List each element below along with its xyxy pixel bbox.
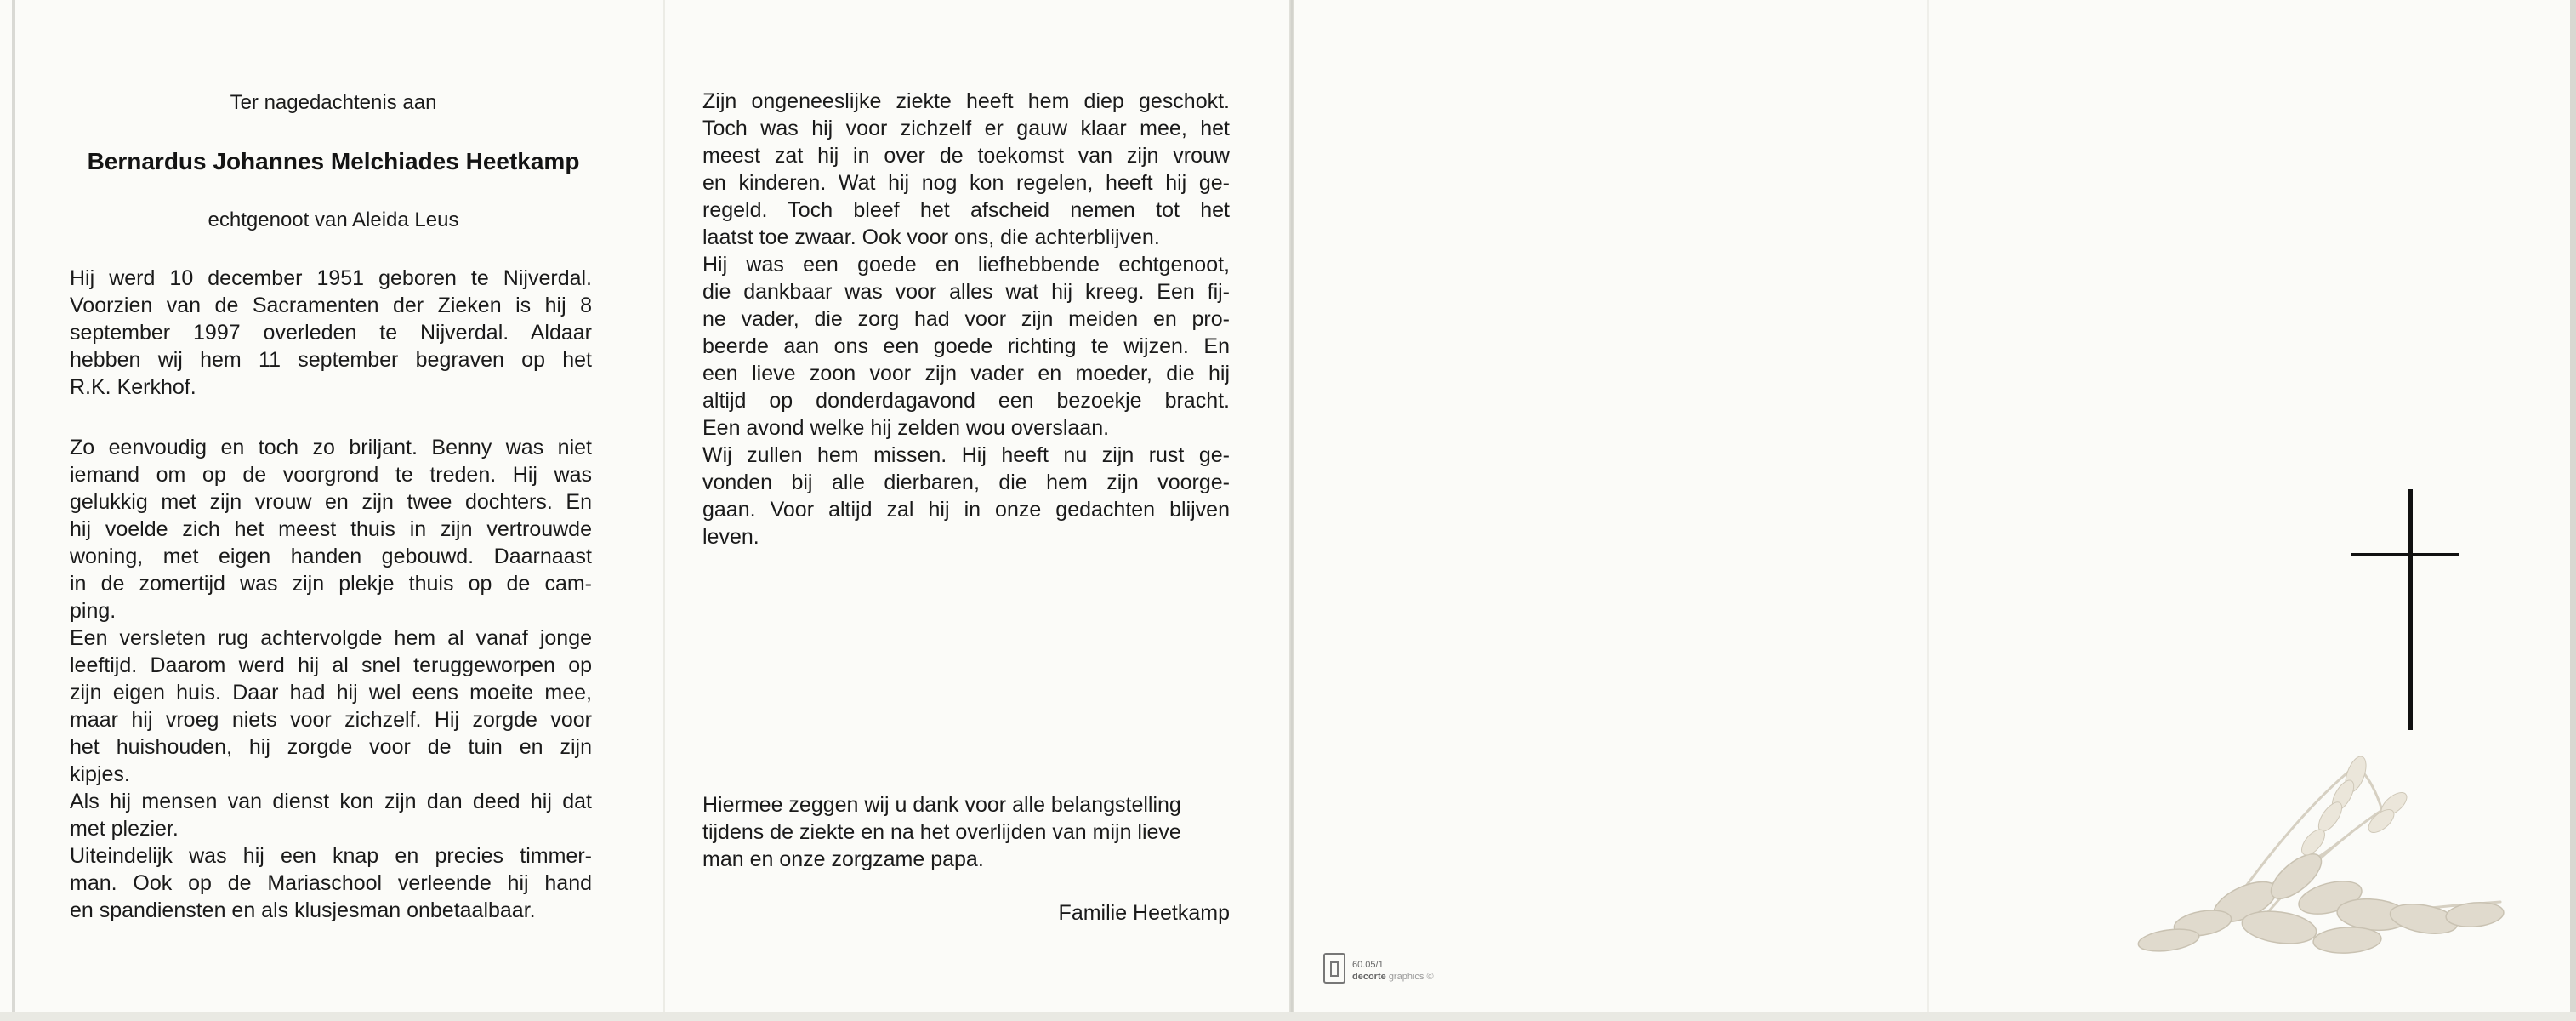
text-line: in de zomertijd was zijn plekje thuis op de cam- xyxy=(70,572,592,596)
text-line: beerde aan ons een goede richting te wijzen. En xyxy=(702,334,1230,358)
text-line: Toch was hij voor zichzelf er gauw klaar mee, het xyxy=(702,117,1230,140)
floral-wheat-icon xyxy=(2101,749,2543,970)
text-line: met plezier. xyxy=(70,817,179,841)
text-line: altijd op donderdagavond een bezoekje bracht. xyxy=(702,389,1230,413)
text-line: hebben wij hem 11 september begraven op het xyxy=(70,348,592,372)
text-line: iemand om op de voorgrond te treden. Hij was xyxy=(70,463,592,487)
right-edge xyxy=(2570,0,2576,1021)
family-signature: Familie Heetkamp xyxy=(1058,901,1230,925)
publisher-code: 60.05/1 xyxy=(1352,960,1384,970)
text-line: en spandiensten en als klusjesman onbetaalbaar. xyxy=(70,898,536,922)
text-line: Zijn ongeneeslijke ziekte heeft hem diep geschokt. xyxy=(702,89,1230,113)
text-line: meest zat hij in over de toekomst van zijn vrouw xyxy=(702,144,1230,168)
cross-icon xyxy=(2408,489,2413,730)
paragraph-life xyxy=(70,434,592,924)
text-line: leven. xyxy=(702,525,759,549)
text-line: Een avond welke hij zelden wou overslaan. xyxy=(702,416,1110,440)
text-line: gelukkig met zijn vrouw en zijn twee dochters. En xyxy=(70,490,592,514)
text-line: ne vader, die zorg had voor zijn meiden en pro- xyxy=(702,307,1230,331)
text-line: maar hij vroeg niets voor zichzelf. Hij zorgde voor xyxy=(70,708,592,732)
deceased-name: Bernardus Johannes Melchiades Heetkamp xyxy=(87,148,580,174)
cross-bar xyxy=(2351,553,2459,556)
panel-fold-1 xyxy=(663,0,665,1021)
publisher-brand xyxy=(1352,972,1434,983)
text-line: Zo eenvoudig en toch zo briljant. Benny was niet xyxy=(70,436,592,459)
text-line: en kinderen. Wat hij nog kon regelen, heeft hij ge- xyxy=(702,171,1230,195)
text-line: Hij werd 10 december 1951 geboren te Nijverdal. xyxy=(70,266,592,290)
publisher-brand-name: decorte xyxy=(1352,972,1386,982)
text-line: Als hij mensen van dienst kon zijn dan deed hij dat xyxy=(70,790,592,813)
text-line: laatst toe zwaar. Ook voor ons, die achterblijven. xyxy=(702,225,1160,249)
text-line: man. Ook op de Mariaschool verleende hij hand xyxy=(70,871,592,895)
paragraph-thanks xyxy=(702,791,1230,873)
spouse-line: echtgenoot van Aleida Leus xyxy=(208,208,459,231)
paragraph-birth-death xyxy=(70,265,592,401)
panel-fold-3 xyxy=(1927,0,1929,1021)
text-line: woning, met eigen handen gebouwd. Daarnaast xyxy=(70,545,592,568)
text-line: R.K. Kerkhof. xyxy=(70,375,196,399)
left-edge xyxy=(12,0,15,1021)
text-line: Hij was een goede en liefhebbende echtgenoot, xyxy=(702,253,1230,277)
intro-line: Ter nagedachtenis aan xyxy=(230,91,437,114)
text-line: regeld. Toch bleef het afscheid nemen tot het xyxy=(702,198,1230,222)
text-line: september 1997 overleden te Nijverdal. Aldaar xyxy=(70,321,592,345)
text-line: ping. xyxy=(70,599,117,623)
text-line: het huishouden, hij zorgde voor de tuin en zijn xyxy=(70,735,592,759)
text-line: man en onze zorgzame papa. xyxy=(702,847,984,871)
text-line: tijdens de ziekte en na het overlijden van mijn lieve xyxy=(702,820,1181,844)
text-line: hij voelde zich het meest thuis in zijn vertrouwde xyxy=(70,517,592,541)
text-line: Voorzien van de Sacramenten der Zieken is hij 8 xyxy=(70,294,592,317)
text-line: Hiermee zeggen wij u dank voor alle belangstelling xyxy=(702,793,1181,817)
publisher-brand-suffix: graphics © xyxy=(1388,972,1434,982)
text-line: die dankbaar was voor alles wat hij kreeg. Een fij- xyxy=(702,280,1230,304)
text-line: Uiteindelijk was hij een knap en precies timmer- xyxy=(70,844,592,868)
text-line: vonden bij alle dierbaren, die hem zijn voorge- xyxy=(702,471,1230,494)
text-line: leeftijd. Daarom werd hij al snel teruggeworpen op xyxy=(70,653,592,677)
text-line: kipjes. xyxy=(70,762,130,786)
text-line: gaan. Voor altijd zal hij in onze gedachten blijven xyxy=(702,498,1230,522)
text-line: Een versleten rug achtervolgde hem al vanaf jonge xyxy=(70,626,592,650)
bottom-edge xyxy=(0,1012,2576,1021)
paragraph-illness xyxy=(702,88,1230,550)
text-line: zijn eigen huis. Daar had hij wel eens moeite mee, xyxy=(70,681,592,704)
publisher-logo-icon xyxy=(1323,953,1345,984)
text-line: Wij zullen hem missen. Hij heeft nu zijn rust ge- xyxy=(702,443,1230,467)
center-fold xyxy=(1289,0,1294,1021)
text-line: een lieve zoon voor zijn vader en moeder, die hij xyxy=(702,362,1230,385)
